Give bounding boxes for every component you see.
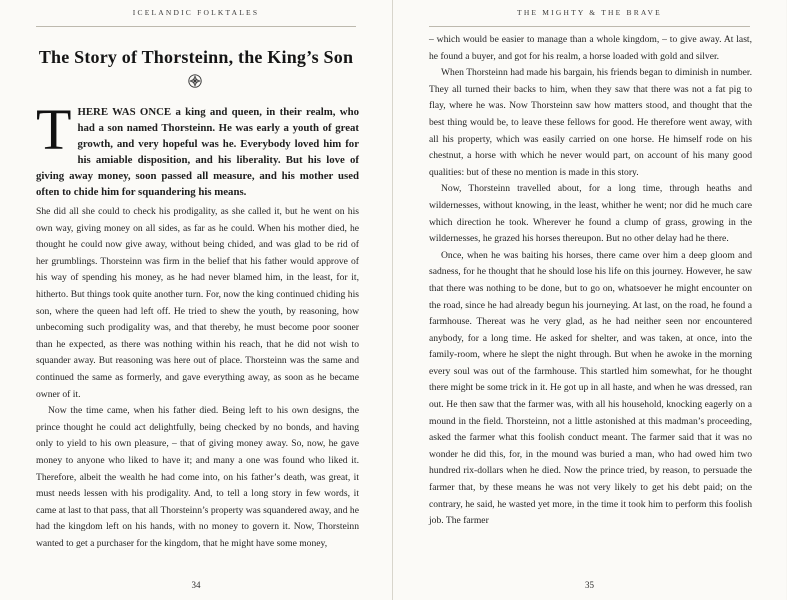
body-text-left [36, 204, 359, 552]
running-head-right: THE MIGHTY & THE BRAVE [517, 8, 662, 17]
paragraph: She did all she could to check his prodigality, as she called it, but he went on his own way, giving money on all sides, as far as he could. When his mother died, he thought he could now give away, without being chided, and was glad to be rid of her grumblings. Thorsteinn was firm in the belief that his father would approve of his way of spending his money, as he had never blamed him, in the least, for it, hitherto. But things took quite another turn. For, now the king continued chiding his son, where the queen had left off. He tried to shew the youth, by reasoning, how unbecoming such prodigality was, and that thereby, he must become poor sooner than he expected, as there was nothing within his reach, that he did not wish to squander away. But reasoning was here out of place. Thorsteinn was the same and continued the same as formerly, and gave everything away, as soon as he became owner of it. [36, 206, 359, 400]
paragraph: – which would be easier to manage than a whole kingdom, – to give away. At last, he found a buyer, and got for his realm, a horse loaded with gold and silver. [429, 34, 752, 62]
paragraph: Once, when he was baiting his horses, there came over him a deep gloom and sadness, for he thought that he should lose his life on this journey. However, he saw that there was nothing to be done, but to go on, whatsoever he might encounter on the road, since he had already begun his journeying. At last, on the road, he found a farmhouse. Thereat was he very glad, as he had neither seen nor encountered anybody, for a long time. He asked for shelter, and was taken, at once, into the family-room, where he slept the night through. But when he awoke in the morning every soul was out of the farmhouse. This startled him somewhat, for he thought there might be some trick in it. He got up in all haste, and when he was dressed, ran out. He then saw that the farmer was, with all his household, knocking eagerly on a mound in the field. Thorsteinn, not a little astonished at this madman’s proceeding, asked the farmer what this foolish conduct meant. The farmer said that it was no wonder he did this, for, in the mound was buried a man, who had owed him two hundred rix-dollars when he died. Now the prince tried, by reason, to persuade the farmer that, by these means he was not very likely to get his debt paid; on the contrary, he said, he wasted yet more, in the time it took him to perform this foolish job. The farmer [429, 249, 752, 527]
page-number-left: 34 [191, 580, 201, 590]
paragraph: Now, Thorsteinn travelled about, for a long time, through heaths and wildernesses, without knowing, in the least, whither he went; nor did he much care which direction he took. Wherever he found a clump of grass, growing in the wildernesses, he grazed his horses thereupon. But no other delay had he there. [429, 183, 752, 245]
story-title: The Story of Thorsteinn, the King’s Son [38, 47, 354, 67]
header-rule-left [36, 26, 356, 27]
right-page [393, 0, 786, 600]
drop-cap: T [36, 97, 72, 162]
page-number-right: 35 [585, 580, 594, 590]
paragraph: When Thorsteinn had made his bargain, his friends began to diminish in number. They all turned their backs to him, when they saw that there was not a fat pig to flay, where he was. Now Thorsteinn saw how matters stood, and thought that the best thing would be, to leave these fellows for good. He therefore went away, with all his property, which was easily carried on one horse. He himself rode on his chestnut, a horse with which he never would part, on account of his many good qualities: but of these no mention is made in this story. [429, 67, 752, 178]
running-head-left: ICELANDIC FOLKTALES [132, 8, 260, 17]
lead-paragraph [36, 97, 359, 200]
header-rule-right [429, 26, 750, 27]
knot-ornament-icon [188, 74, 202, 88]
lead-text: HERE WAS ONCE a king and queen, in their realm, who had a son named Thorsteinn. He was early a youth of great growth, and very hopeful was he. Everybody loved him for his amiable disposition, and his liberality. But his love of giving away money, soon passed all measure, and his mother used often to chide him for squandering his means. [36, 106, 359, 198]
body-text-right [429, 32, 752, 530]
paragraph: Now the time came, when his father died. Being left to his own designs, the prince thought he could act delightfully, being checked by no bonds, and having only to yield to his own pleasure, – that of giving money away. So, now, he gave money to anyone who liked to have it; and many a one was found who liked it. Therefore, albeit the wealth he had come into, on his father’s death, was great, it must needs lessen with his prodigality. And, to tell a long story in few words, it came at last to that pass, that all Thorsteinn’s property was squandered away, and he had the kingdom left on his hands, with no money to govern it. Now, Thorsteinn wanted to get a purchaser for the kingdom, that he might have some money, [36, 405, 359, 549]
left-page [0, 0, 393, 600]
